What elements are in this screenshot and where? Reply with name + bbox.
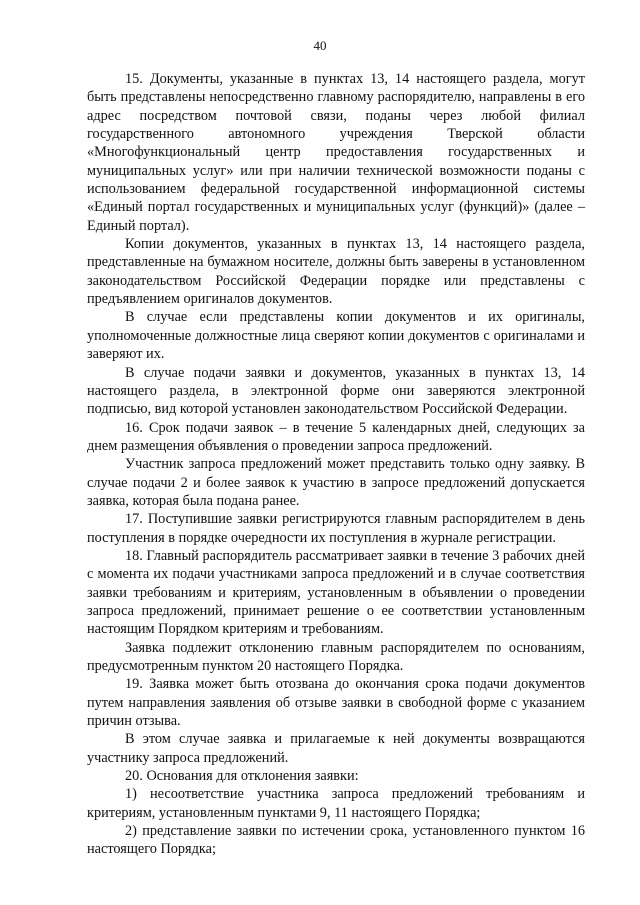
paragraph-documents-return: В этом случае заявка и прилагаемые к ней документы возвращаются участнику запроса предложений. xyxy=(87,731,585,766)
paragraph-19-withdrawal: 19. Заявка может быть отозвана до окончания срока подачи документов путем направления заявления об отзыве заявки в свободной форме с указанием причин отзыва. xyxy=(87,676,585,730)
paragraph-electronic-submission: В случае подачи заявки и документов, указанных в пунктах 13, 14 настоящего раздела, в электронной форме они заверяются электронной подписью, вид которой установлен законодательством Российской Федерации. xyxy=(87,364,585,418)
paragraph-20-rejection-grounds: 20. Основания для отклонения заявки: xyxy=(125,768,359,785)
paragraph-15-submission-methods: 15. Документы, указанные в пунктах 13, 14 настоящего раздела, могут быть представлены непосредственно главному распорядителю, направлены в его адрес посредством почтовой связи, поданы через любой филиал государственного автономного учреждения Тверской области «Многофункциональный центр предоставления государственных и муниципальных услуг» или при наличии технической возможности поданы с использованием федеральной государственной информационной системы «Единый портал государственных и муниципальных услуг (функций)» (далее – Единый портал). xyxy=(87,71,585,234)
list-item-1-noncompliance: 1) несоответствие участника запроса предложений требованиям и критериям, установленным пунктами 9, 11 настоящего Порядка; xyxy=(87,786,585,821)
paragraph-single-application: Участник запроса предложений может представить только одну заявку. В случае подачи 2 и более заявок к участию в запросе предложений допускается заявка, которая была подана ранее. xyxy=(87,456,585,509)
paragraph-rejection-grounds-reference: Заявка подлежит отклонению главным распорядителем по основаниям, предусмотренным пунктом 20 настоящего Порядка. xyxy=(87,639,585,674)
paragraph-copies-verification: В случае если представлены копии документов и их оригиналы, уполномоченные должностные лица сверяют копии документов с оригиналами и заверяют их. xyxy=(87,309,585,363)
paragraph-document-copies: Копии документов, указанных в пунктах 13, 14 настоящего раздела, представленные на бумажном носителе, должны быть заверены в установленном законодательством Российской Федерации порядке или представлены с предъявлением оригиналов документов. xyxy=(87,236,585,308)
paragraph-16-deadline: 16. Срок подачи заявок – в течение 5 календарных дней, следующих за днем размещения объявления о проведении запроса предложений. xyxy=(87,419,585,454)
list-item-2-late-submission: 2) представление заявки по истечении срока, установленного пунктом 16 настоящего Порядка; xyxy=(87,823,585,858)
page-number: 40 xyxy=(313,38,327,53)
document-body xyxy=(87,70,585,859)
paragraph-18-review: 18. Главный распорядитель рассматривает заявки в течение 3 рабочих дней с момента их подачи участниками запроса предложений и в случае соответствия заявки требованиям и критериям, установленным в объявлении о проведении запроса предложений, принимает решение о ее соответствии установленным настоящим Порядком критериям и требованиям. xyxy=(87,547,585,638)
paragraph-17-registration: 17. Поступившие заявки регистрируются главным распорядителем в день поступления в порядке очередности их поступления в журнале регистрации. xyxy=(87,511,585,546)
